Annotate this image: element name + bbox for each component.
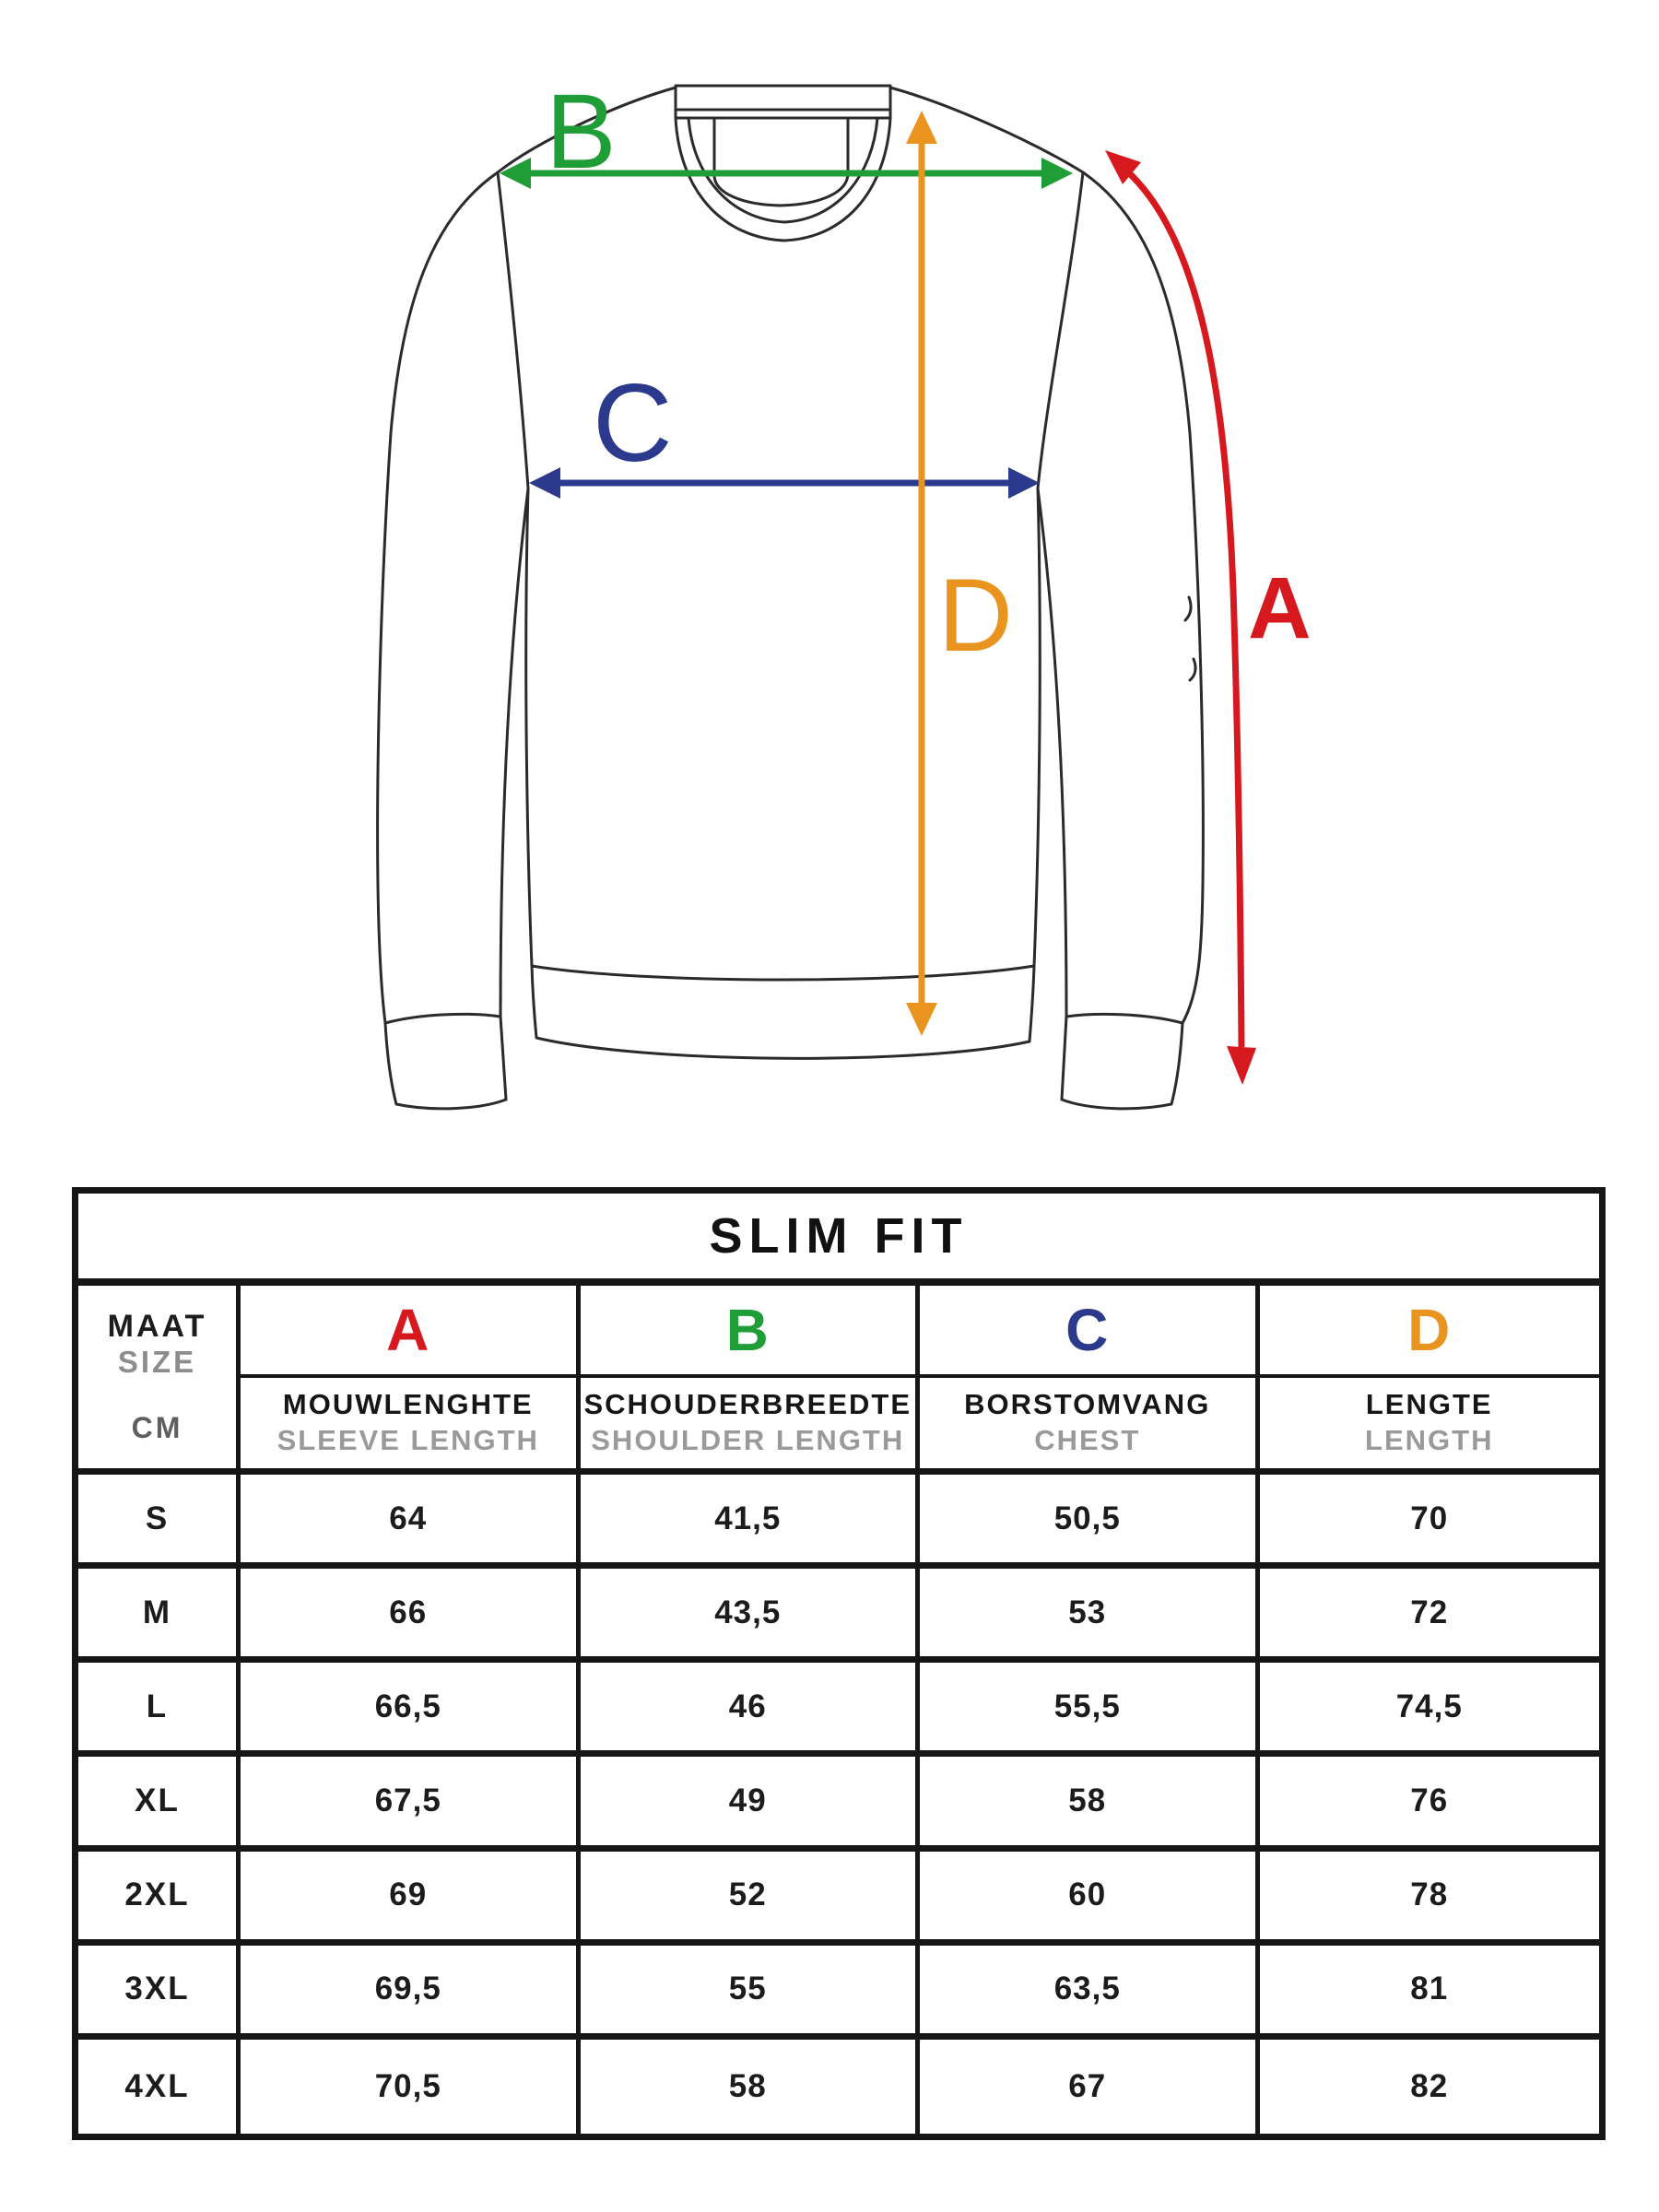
value-cell: 55 (581, 1946, 921, 2040)
collar-band (676, 86, 890, 110)
row-size: L (78, 1663, 241, 1757)
arrow-a-bottom-head (1227, 1046, 1256, 1085)
label-c: C (593, 361, 673, 485)
label-nl: SCHOUDERBREEDTE (583, 1388, 912, 1421)
right-sleeve-inner (1038, 488, 1066, 1017)
value-cell: 41,5 (581, 1475, 921, 1569)
size-header-cell (78, 1286, 241, 1475)
arrow-d-top-head (906, 111, 937, 144)
value-cell: 78 (1260, 1852, 1600, 1946)
value-cell: 81 (1260, 1946, 1600, 2040)
value-cell: 67,5 (241, 1757, 581, 1851)
row-size: S (78, 1475, 241, 1569)
value-cell: 46 (581, 1663, 921, 1757)
value-cell: 63,5 (920, 1946, 1260, 2040)
value-cell: 43,5 (581, 1569, 921, 1663)
left-armhole (498, 172, 528, 488)
row-size: 2XL (78, 1852, 241, 1946)
row-size: M (78, 1569, 241, 1663)
sleeve-length-arrow (1105, 150, 1256, 1085)
value-cell: 55,5 (920, 1663, 1260, 1757)
value-cell: 70,5 (241, 2040, 581, 2134)
column-label-c (920, 1378, 1260, 1475)
body-right-seam (1034, 488, 1040, 966)
value-cell: 69 (241, 1852, 581, 1946)
label-a: A (1248, 559, 1312, 657)
label-nl: BORSTOMVANG (964, 1388, 1211, 1421)
value-cell: 82 (1410, 2067, 1449, 2104)
right-elbow-crease (1185, 597, 1195, 680)
size-header-size: SIZE (117, 1345, 197, 1380)
label-b: B (546, 73, 617, 191)
label-d: D (938, 558, 1013, 673)
arrow-c-left-head (529, 467, 560, 499)
hem-band (532, 966, 1034, 1058)
label-en: LENGTH (1365, 1424, 1494, 1456)
right-armhole (1038, 172, 1083, 488)
value-cell: 66 (241, 1569, 581, 1663)
value-cell: 53 (920, 1569, 1260, 1663)
column-label-a (241, 1378, 581, 1475)
value-cell: 64 (241, 1475, 581, 1569)
table-title: SLIM FIT (78, 1194, 1599, 1286)
label-nl: LENGTE (1365, 1388, 1493, 1421)
value-cell: 69,5 (241, 1946, 581, 2040)
label-nl: MOUWLENGHTE (282, 1388, 534, 1421)
right-sleeve-outer (1083, 172, 1203, 1023)
value-cell: 50,5 (920, 1475, 1260, 1569)
body-left-seam (526, 488, 532, 966)
column-letter-b: B (581, 1286, 921, 1378)
label-en: SLEEVE LENGTH (276, 1424, 539, 1456)
right-cuff (1062, 1014, 1182, 1109)
column-label-d (1260, 1378, 1600, 1475)
label-en: CHEST (1034, 1424, 1141, 1456)
value-cell: 49 (581, 1757, 921, 1851)
value-cell: 52 (581, 1852, 921, 1946)
value-cell: 66,5 (241, 1663, 581, 1757)
value-cell: 72 (1260, 1569, 1600, 1663)
size-header-cm: CM (131, 1411, 183, 1445)
left-sleeve-outer (378, 172, 498, 1023)
row-size: 3XL (78, 1946, 241, 2040)
column-label-b (581, 1378, 921, 1475)
left-cuff (385, 1014, 506, 1109)
sweater-outline (378, 86, 1204, 1109)
arrow-c-right-head (1008, 467, 1040, 499)
row-size: XL (78, 1757, 241, 1851)
row-size: 4XL (78, 2040, 241, 2134)
arrow-b-left-head (500, 158, 531, 189)
left-sleeve-inner (500, 488, 528, 1017)
arrow-d-bottom-head (906, 1003, 937, 1036)
body-length-arrow (906, 111, 937, 1036)
collar-window (714, 118, 848, 206)
column-letter-a: A (241, 1286, 581, 1378)
column-letter-c: C (920, 1286, 1260, 1378)
label-en: SHOULDER LENGTH (591, 1424, 905, 1456)
value-cell: 60 (920, 1852, 1260, 1946)
value-cell: 74,5 (1260, 1663, 1600, 1757)
size-table (72, 1187, 1606, 2140)
value-cell: 58 (581, 2040, 921, 2134)
value-cell: 58 (920, 1757, 1260, 1851)
value-cell: 70 (1260, 1475, 1600, 1569)
size-header-maat: MAAT (107, 1308, 207, 1344)
column-letter-d: D (1260, 1286, 1600, 1378)
value-cell: 76 (1260, 1757, 1600, 1851)
value-cell: 67 (920, 2040, 1260, 2134)
